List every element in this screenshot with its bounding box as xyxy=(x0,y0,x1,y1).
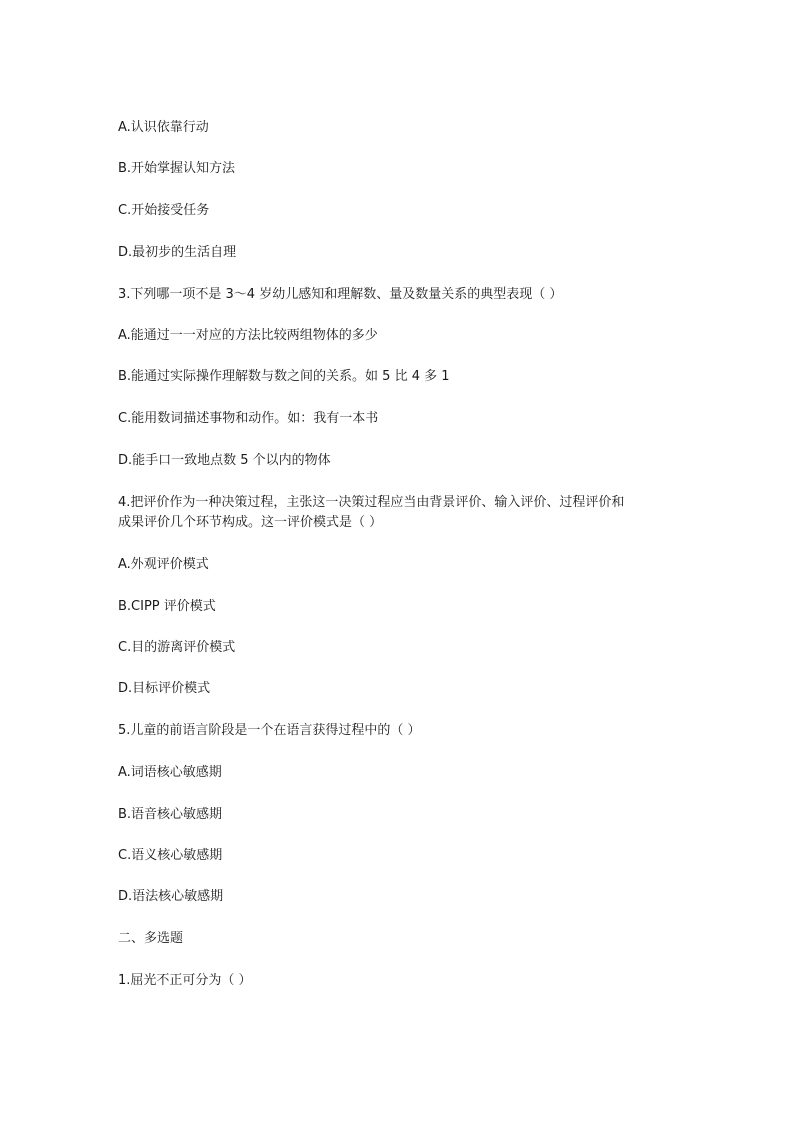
q5-option-b: B.语音核心敏感期 xyxy=(118,807,223,822)
q5-option-d: D.语法核心敏感期 xyxy=(118,889,224,904)
q4-option-d: D.目标评价模式 xyxy=(118,681,211,696)
q3-option-c: C.能用数词描述事物和动作。如：我有一本书 xyxy=(118,411,379,426)
q4-option-a: A.外观评价模式 xyxy=(118,557,209,572)
q2-option-b: B.开始掌握认知方法 xyxy=(118,161,236,176)
q3-option-a: A.能通过一一对应的方法比较两组物体的多少 xyxy=(118,328,378,343)
q5-option-c: C.语义核心敏感期 xyxy=(118,848,223,863)
section-2-title: 二、多选题 xyxy=(118,931,184,946)
q4-option-c: C.目的游离评价模式 xyxy=(118,640,236,655)
q2-option-d: D.最初步的生活自理 xyxy=(118,245,237,260)
q3-option-b: B.能通过实际操作理解数与数之间的关系。如 5 比 4 多 1 xyxy=(118,369,450,384)
multi-choice-q1-stem: 1.屈光不正可分为（ ） xyxy=(118,973,252,988)
q3-option-d: D.能手口一致地点数 5 个以内的物体 xyxy=(118,453,331,468)
q2-option-a: A.认识依靠行动 xyxy=(118,120,209,135)
q3-stem: 3.下列哪一项不是 3～4 岁幼儿感知和理解数、量及数量关系的典型表现（ ） xyxy=(118,287,563,302)
q5-stem: 5.儿童的前语言阶段是一个在语言获得过程中的（ ） xyxy=(118,723,421,738)
q2-option-c: C.开始接受任务 xyxy=(118,203,210,218)
q5-option-a: A.词语核心敏感期 xyxy=(118,765,222,780)
q4-stem-line-2: 成果评价几个环节构成。这一评价模式是（ ） xyxy=(118,515,383,530)
q4-stem-line-1: 4.把评价作为一种决策过程，主张这一决策过程应当由背景评价、输入评价、过程评价和 xyxy=(118,495,625,510)
q4-option-b: B.CIPP 评价模式 xyxy=(118,599,216,614)
